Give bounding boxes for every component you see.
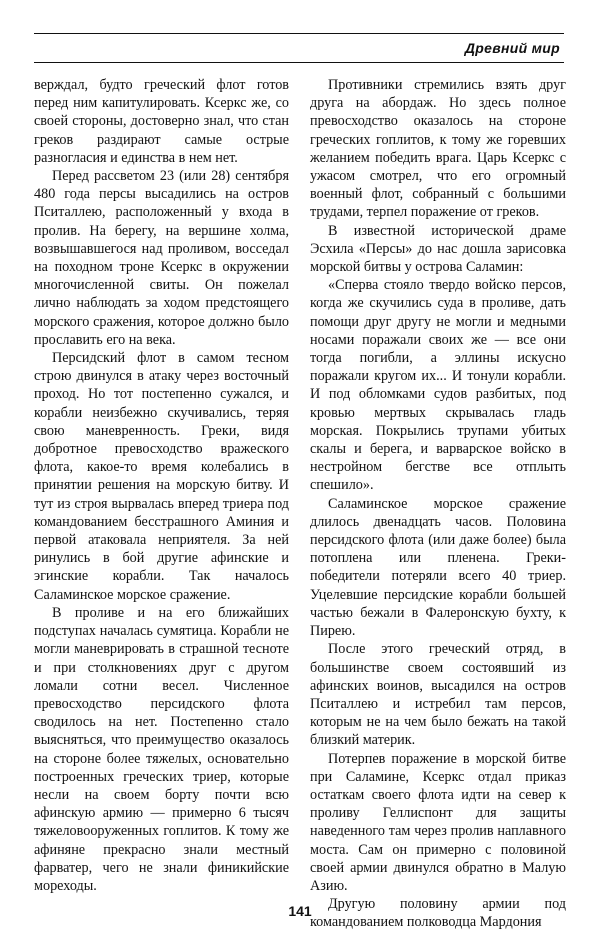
page-number: 141 (288, 903, 312, 919)
paragraph: Другую половину армии под командованием полководца Мардония (310, 896, 566, 931)
paragraph: Персидский флот в самом тесном строю двинулся в атаку через восточный проход. Но тот постепенно сужался, и корабли неизбежно скучивались, теряя свою маневренность. Греки, видя добротное превосходство вражеского флота, какое-то время колебались в принятии решения на морскую битву. И тут из строя вырвалась вперед триера под командованием бесстрашного Аминия и первой атаковала неприятеля. За ней ринулись в бой другие афинские и эгинские корабли. Так началось Саламинское морское сражение. (34, 350, 289, 603)
quotation-paragraph: «Сперва стояло твердо войско персов, когда же скучились суда в проливе, дать помощи друг другу не могли и медными носами поражали своих же — все они тогда погибли, а эллины искусно поражали кругом их... И тонули корабли. И под обломками судов разбитых, под кровью мертвых скрывалась гладь морская. Покрылись трупами убитых скалы и берега, и варварское войско в нестройном бегстве все отплыть спешило». (310, 277, 566, 494)
header-top-rule (34, 33, 564, 34)
running-head: Древний мир (464, 40, 560, 56)
header-bottom-rule (34, 62, 564, 63)
paragraph: Потерпев поражение в морской битве при Саламине, Ксеркс отдал приказ остаткам своего флота идти на север к проливу Геллиспонт для защиты наведенного там через пролив наплавного моста. Сам он примерно с половиной своей армии двинулся обратно в Малую Азию. (310, 750, 566, 894)
paragraph: верждал, будто греческий флот готов перед ним капитулировать. Ксеркс же, со своей стороны, достоверно знал, что стан греков раздирают самые острые разногласия и единства в нем нет. (34, 77, 289, 166)
paragraph: Перед рассветом 23 (или 28) сентября 480 года персы высадились на остров Пситаллею, расположенный у входа в пролив. На берегу, на вершине холма, возвышавшегося над проливом, восседал на походном троне Ксеркс в окружении многочисленной свиты. Он пожелал лично наблюдать за ходом предстоящего морского сражения, которое должно было прославить его на века. (34, 168, 289, 348)
paragraph: В проливе и на его ближайших подступах началась сумятица. Корабли не могли маневрировать в страшной тесноте и при столкновениях друг с другом ломали сотни весел. Численное превосходство персидского флота сводилось на нет. Постепенно стало выясняться, что преимущество оказалось на стороне более тяжелых, основательно построенных греческих триер, которые несли на своем борту почти всю афинскую армию — примерно 6 тысяч тяжеловооруженных гоплитов. К тому же афиняне прекрасно знали местный фарватер, чего не знали финикийские мореходы. (34, 604, 289, 894)
right-column (310, 76, 566, 932)
paragraph: Саламинское морское сражение длилось двенадцать часов. Половина персидского флота (или даже более) была потоплена или пленена. Греки-победители потеряли всего 40 триер. Уцелевшие персидские корабли большей частью бежали в Фалеронскую бухту, к Пирею. (310, 495, 566, 640)
page-header (34, 33, 564, 63)
paragraph: Противники стремились взять друг друга на абордаж. Но здесь полное превосходство оказалось на стороне греческих гоплитов, к тому же горевших желанием победить врага. Царь Ксеркс с ужасом смотрел, что его огромный военный флот, собранный с большими трудами, терпел поражение от греков. (310, 77, 566, 221)
paragraph: В известной исторической драме Эсхила «Персы» до нас дошла зарисовка морской битвы у острова Саламин: (310, 222, 566, 276)
paragraph: После этого греческий отряд, в большинстве своем состоявший из афинских воинов, высадился на остров Пситаллею и истребил там персов, которым не на чем было бежать на такой близкий материк. (310, 641, 566, 749)
left-column (34, 76, 289, 895)
